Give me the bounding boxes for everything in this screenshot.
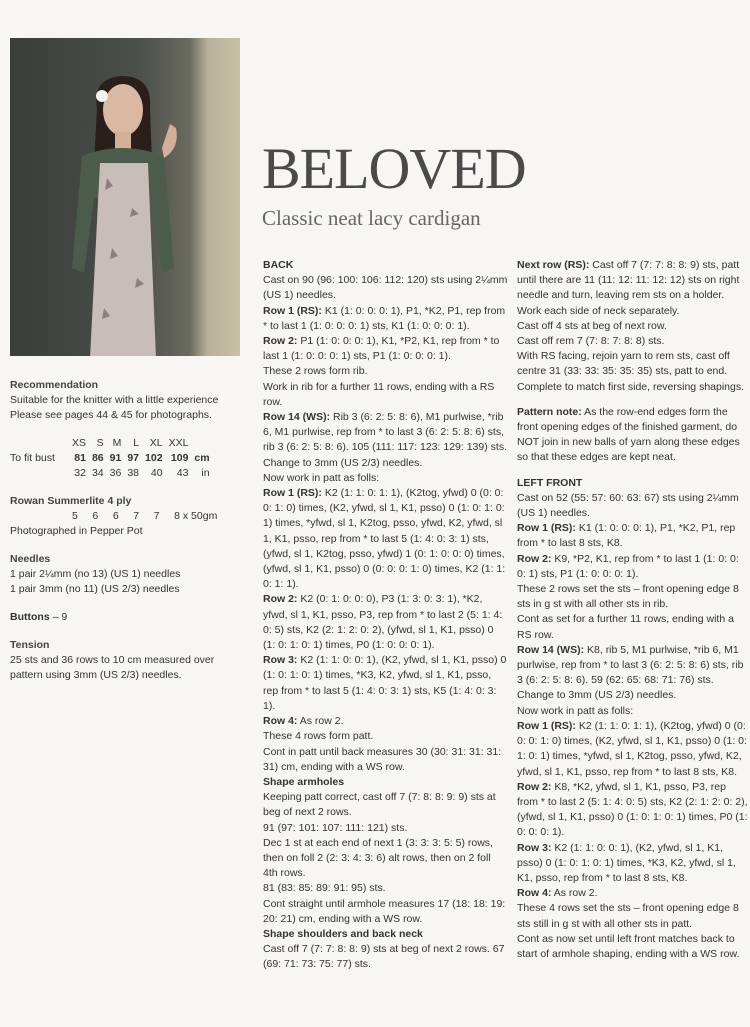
size-label: S	[96, 437, 104, 449]
instruction-text: Keeping patt correct, cast off 7 (7: 8: 8: 9: 9) sts at beg of next 2 rows.	[263, 791, 496, 819]
cm-unit: cm	[194, 452, 210, 464]
instructions-column-2	[517, 258, 749, 962]
instruction-paragraph	[517, 258, 749, 304]
instruction-text: K2 (1: 1: 0: 0: 1), (K2, yfwd, sl 1, K1, psso) 0 (1: 0: 1: 0: 1) times, *K3, K2, yfwd, sl 1, K1, psso, rep from * to last 8 sts, K8.	[517, 841, 736, 884]
instruction-text: These 2 rows form rib.	[263, 365, 368, 378]
instruction-text: K8, *K2, yfwd, sl 1, K1, psso, P3, rep from * to last 2 (5: 1: 4: 0: 5) sts, K2 (2: 1: 2: 0: 2), (yfwd, sl 1, K1, psso) 0 (1: 0: 1: 0: 1) times, P0 (1: 0: 0: 0: 1).	[517, 780, 748, 839]
instruction-paragraph	[517, 643, 749, 689]
instruction-text: K1 (1: 0: 0: 0: 1), P1, *K2, P1, rep from * to last 8 sts, K8.	[517, 522, 736, 550]
instruction-paragraph	[263, 836, 508, 882]
instruction-text: Cont in patt until back measures 30 (30: 31: 31: 31: 31) cm, ending with a WS row.	[263, 745, 502, 773]
yarn-note: Photographed in Pepper Pot	[10, 525, 143, 537]
instruction-paragraph	[263, 714, 508, 729]
row-label: Next row (RS):	[517, 259, 590, 271]
row-label: Row 1 (RS):	[263, 304, 322, 317]
tension-line: pattern using 3mm (US 2/3) needles.	[10, 669, 182, 681]
bust-cm-value: 91	[109, 452, 122, 464]
instruction-text: With RS facing, rejoin yarn to rem sts, cast off centre 31 (33: 33: 35: 35: 35) sts, patt to end.	[517, 350, 730, 378]
yarn-section	[10, 494, 250, 539]
instruction-paragraph	[263, 486, 508, 592]
bust-label: To fit bust	[10, 452, 55, 464]
pattern-title: BELOVED	[262, 136, 526, 201]
instruction-text: Cast on 90 (96: 100: 106: 112: 120) sts using 2¼mm (US 1) needles.	[263, 274, 508, 302]
instruction-paragraph	[263, 456, 508, 471]
instruction-text: Rib 3 (6: 2: 5: 8: 6), M1 purlwise, *rib 6, M1 purlwise, rep from * to last 3 (6: 2: 5: 8: 6) sts, rib 3 (6: 2: 5: 8: 6). 105 (111: 117: 123: 129: 139) sts.	[263, 411, 507, 454]
section-heading: Shape armholes	[263, 775, 345, 788]
recommendation-heading: Recommendation	[10, 379, 99, 391]
bust-in-value: 40	[150, 467, 163, 479]
instruction-text: 91 (97: 101: 107: 111: 121) sts.	[263, 821, 408, 834]
section-heading: BACK	[263, 259, 294, 271]
instruction-text: As row 2.	[297, 715, 344, 728]
needles-section	[10, 552, 250, 597]
pattern-subtitle: Classic neat lacy cardigan	[262, 206, 481, 230]
instruction-text: Change to 3mm (US 2/3) needles.	[263, 456, 423, 469]
instruction-paragraph	[263, 364, 508, 379]
instruction-text: Complete to match first side, reversing shapings.	[517, 380, 745, 393]
recommendation-line: Suitable for the knitter with a little experience	[10, 394, 219, 406]
instruction-paragraph	[517, 688, 749, 703]
instruction-paragraph	[263, 410, 508, 456]
recommendation-line: Please see pages 44 & 45 for photographs.	[10, 409, 212, 421]
size-label: L	[133, 437, 140, 449]
bust-in-value: 36	[109, 467, 122, 479]
instruction-paragraph	[263, 380, 508, 410]
instruction-paragraph	[263, 729, 508, 744]
instruction-text: Cast off 7 (7: 7: 8: 8: 9) sts, patt until there are 11 (11: 12: 11: 12: 12) sts on right needle and turn, leaving rem sts on a holder.	[517, 259, 740, 302]
instruction-text: K2 (1: 1: 0: 1: 1), (K2tog, yfwd) 0 (0: 0: 0: 1: 0) times, (K2, yfwd, sl 1, K1, psso) 0 (1: 0: 1: 0: 1) times, *yfwd, sl 1, K2tog, psso, yfwd, K2, yfwd, sl 1, K1, psso, rep from * to last 5 (1: 4: 0: 3: 1) sts, (yfwd, sl 1, K2tog, psso, yfwd) 1 (0: 1: 0: 0: 0) times, (yfwd, sl 1, K1, psso) 0 (0: 0: 0: 1: 0) times, K2 (1: 1: 0: 1: 1).	[263, 487, 506, 591]
instruction-text: Cast off rem 7 (7: 8: 7: 8: 8) sts.	[517, 335, 665, 348]
row-label: Row 1 (RS):	[263, 487, 322, 500]
instruction-text: K2 (1: 1: 0: 0: 1), (K2, yfwd, sl 1, K1, psso) 0 (1: 0: 1: 0: 1) times, *K3, K2, yfwd, sl 1, K1, psso, rep from * to last 5 (1: 4: 0: 3: 1) sts, K5 (1: 4: 0: 3: 1).	[263, 654, 507, 712]
instruction-paragraph	[517, 886, 749, 901]
instruction-paragraph	[517, 405, 749, 466]
bust-in-value: 43	[176, 467, 189, 479]
row-label: Row 14 (WS):	[517, 643, 585, 656]
instruction-paragraph	[517, 334, 749, 349]
instruction-paragraph	[517, 491, 749, 521]
row-label: Pattern note:	[517, 405, 582, 418]
row-label: Row 2:	[517, 552, 552, 565]
instruction-text: K2 (1: 1: 0: 1: 1), (K2tog, yfwd) 0 (0: 0: 0: 1: 0) times, (K2, yfwd, sl 1, K1, psso) 0 (1: 0: 1: 0: 1) times, *yfwd, sl 1, K2tog, psso, yfwd, K2, yfwd, sl 1, K1, psso, rep from * to last 8 sts, K8.	[517, 719, 747, 778]
row-label: Row 4:	[263, 715, 298, 728]
model-figure-image	[52, 68, 202, 356]
bust-cm-value: 81	[74, 452, 86, 464]
yarn-heading: Rowan Summerlite 4 ply	[10, 495, 132, 507]
instruction-text: 81 (83: 85: 89: 91: 95) sts.	[263, 882, 386, 895]
instruction-paragraph	[517, 932, 749, 962]
instruction-text: Cast off 7 (7: 7: 8: 8: 9) sts at beg of next 2 rows. 67 (69: 71: 73: 75: 77) sts.	[263, 943, 505, 971]
bust-in-value: 34	[91, 467, 104, 479]
recommendation-section	[10, 378, 250, 423]
instruction-paragraph	[263, 942, 508, 972]
instruction-paragraph	[517, 521, 749, 551]
size-label: XL	[149, 437, 163, 449]
instruction-text: Work in rib for a further 11 rows, ending with a RS row.	[263, 380, 495, 408]
instruction-text: K9, *P2, K1, rep from * to last 1 (1: 0: 0: 0: 1) sts, P1 (1: 0: 0: 0: 1).	[517, 552, 739, 580]
instruction-text: Work each side of neck separately.	[517, 304, 680, 317]
paragraph-gap	[517, 395, 749, 405]
instruction-paragraph	[517, 901, 749, 931]
size-label: XS	[71, 437, 86, 449]
instruction-paragraph	[263, 821, 508, 836]
instruction-paragraph	[517, 319, 749, 334]
needle-line: 1 pair 3mm (no 11) (US 2/3) needles	[10, 583, 180, 595]
row-label: Row 3:	[263, 654, 298, 667]
instruction-paragraph	[517, 780, 749, 841]
bust-cm-value: 109	[170, 452, 189, 464]
instruction-text: Now work in patt as folls:	[517, 704, 634, 717]
instruction-paragraph	[517, 704, 749, 719]
needles-heading: Needles	[10, 553, 51, 565]
instruction-paragraph	[263, 790, 508, 820]
buttons-value: – 9	[49, 611, 68, 623]
instruction-text: K2 (0: 1: 0: 0: 0), P3 (1: 3: 0: 3: 1), *K2, yfwd, sl 1, K1, psso, P3, rep from * to last 2 (5: 1: 4: 0: 5) sts, K2 (2: 1: 2: 0: 2), (yfwd, sl 1, K1, psso) 0 (1: 0: 1: 0: 1) times, P0 (1: 0: 0: 0: 1).	[263, 593, 503, 652]
instruction-paragraph	[263, 745, 508, 775]
size-table	[10, 436, 213, 481]
instruction-paragraph	[263, 334, 508, 364]
instruction-paragraph	[517, 582, 749, 612]
buttons-heading: Buttons	[10, 611, 50, 623]
instruction-paragraph	[517, 841, 749, 887]
in-unit: in	[201, 467, 210, 479]
instruction-paragraph	[517, 349, 749, 379]
instruction-paragraph	[517, 552, 749, 582]
bust-in-value: 38	[127, 467, 140, 479]
instruction-text: Cont as set for a further 11 rows, ending with a RS row.	[517, 613, 734, 641]
row-label: Row 14 (WS):	[263, 411, 331, 424]
instruction-paragraph	[517, 380, 749, 395]
row-label: Row 1 (RS):	[517, 719, 576, 732]
instruction-paragraph	[263, 897, 508, 927]
instruction-paragraph	[263, 273, 508, 303]
instruction-text: As the row-end edges form the front opening edges of the finished garment, do NOT join in new balls of yarn along these edges so that these edges are kept neat.	[517, 405, 740, 464]
instruction-paragraph	[517, 304, 749, 319]
section-heading: Shape shoulders and back neck	[263, 927, 423, 940]
instruction-text: Cont as now set until left front matches back to start of armhole shaping, ending with a WS row.	[517, 932, 740, 960]
bust-cm-value: 86	[91, 452, 104, 464]
instruction-text: Dec 1 st at each end of next 1 (3: 3: 3: 5: 5) rows, then on foll 2 (2: 3: 4: 3: 6) alt rows, then on 2 foll 4th rows.	[263, 836, 493, 880]
tension-line: 25 sts and 36 rows to 10 cm measured over	[10, 654, 215, 666]
yarn-quantities: 5 6 6 7 7 8 x 50gm	[72, 510, 218, 522]
instruction-paragraph	[263, 653, 508, 714]
paragraph-gap	[517, 466, 749, 476]
garment-photo	[10, 38, 240, 356]
instruction-text: As row 2.	[551, 887, 598, 900]
instruction-paragraph	[263, 304, 508, 334]
instruction-text: P1 (1: 0: 0: 0: 1), K1, *P2, K1, rep from * to last 1 (1: 0: 0: 0: 1) sts, P1 (1: 0: 0: 0: 1).	[263, 335, 500, 363]
row-label: Row 2:	[263, 593, 298, 606]
row-label: Row 4:	[517, 887, 552, 900]
pattern-info-sidebar	[10, 378, 250, 696]
instructions-column-1	[263, 258, 508, 973]
row-label: Row 1 (RS):	[517, 522, 576, 535]
instruction-paragraph	[517, 719, 749, 780]
size-label: M	[112, 437, 122, 449]
instruction-text: These 4 rows set the sts – front opening edge 8 sts still in g st with all other sts in patt.	[517, 902, 739, 930]
bust-cm-value: 102	[145, 452, 163, 464]
instruction-text: These 2 rows set the sts – front opening edge 8 sts in g st with all other sts in rib.	[517, 583, 739, 611]
instruction-text: K8, rib 5, M1 purlwise, *rib 6, M1 purlwise, rep from * to last 3 (6: 2: 5: 8: 6) sts, rib 3 (6: 2: 5: 8: 6). 59 (62: 65: 68: 71: 76) sts.	[517, 643, 744, 687]
bust-in-value: 32	[74, 467, 86, 479]
tension-heading: Tension	[10, 639, 50, 651]
needle-line: 1 pair 2¼mm (no 13) (US 1) needles	[10, 568, 181, 580]
instruction-text: Cont straight until armhole measures 17 (18: 18: 19: 20: 21) cm, ending with a WS row.	[263, 897, 506, 925]
row-label: Row 3:	[517, 841, 552, 854]
row-label: Row 2:	[263, 335, 298, 348]
instruction-paragraph	[517, 612, 749, 642]
bust-cm-value: 97	[127, 452, 140, 464]
instruction-text: Cast on 52 (55: 57: 60: 63: 67) sts using 2¼mm (US 1) needles.	[517, 491, 739, 520]
instruction-text: These 4 rows form patt.	[263, 730, 374, 743]
tension-section	[10, 638, 250, 683]
row-label: Row 2:	[517, 780, 552, 793]
instruction-paragraph	[263, 881, 508, 896]
section-heading: LEFT FRONT	[517, 476, 583, 489]
instruction-text: Now work in patt as folls:	[263, 471, 380, 484]
buttons-section	[10, 610, 250, 625]
instruction-paragraph	[263, 471, 508, 486]
size-label: XXL	[168, 437, 189, 449]
instruction-paragraph	[263, 592, 508, 653]
instruction-text: Cast off 4 sts at beg of next row.	[517, 319, 667, 332]
instruction-text: K1 (1: 0: 0: 0: 1), P1, *K2, P1, rep from * to last 1 (1: 0: 0: 0: 1) sts, K1 (1: 0: 0: 0: 1).	[263, 304, 506, 332]
instruction-text: Change to 3mm (US 2/3) needles.	[517, 689, 677, 702]
